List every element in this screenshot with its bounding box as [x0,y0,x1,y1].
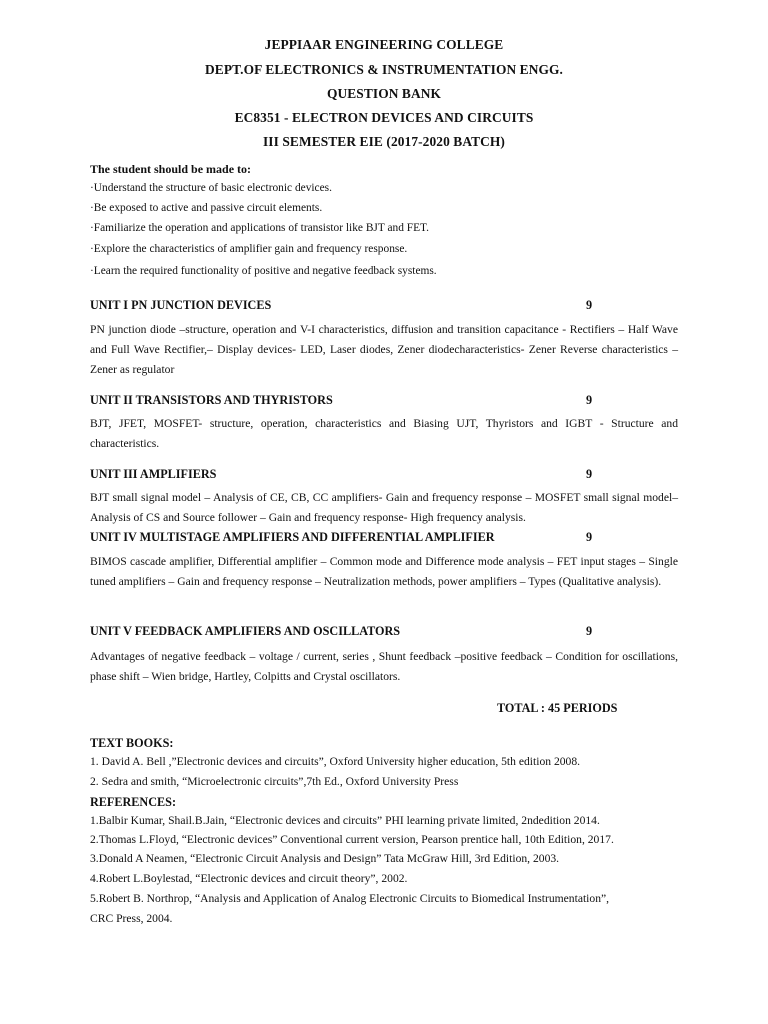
text-book-item: 1. David A. Bell ,”Electronic devices and circuits”, Oxford University higher education, 5th edition 2008. [90,755,581,768]
text-book-item: 2. Sedra and smith, “Microelectronic circuits”,7th Ed., Oxford University Press [90,775,459,788]
unit-2-heading [90,393,678,408]
unit-3-heading [90,467,678,482]
unit-4-heading [90,530,678,545]
objective-item: ·Explore the characteristics of amplifier gain and frequency response. [90,243,408,255]
reference-item: CRC Press, 2004. [90,912,173,925]
semester-batch: III SEMESTER EIE (2017-2020 BATCH) [263,134,505,149]
objectives-title: The student should be made to: [90,162,252,176]
unit-5-content: Advantages of negative feedback – voltage / current, series , Shunt feedback –positive feedback – Condition for oscillations, phase shift – Wien bridge, Hartley, Colpitts and Crystal oscillators. [90,650,678,683]
objective-item: ·Learn the required functionality of positive and negative feedback systems. [90,265,437,277]
unit-3-content: BJT small signal model – Analysis of CE, CB, CC amplifiers- Gain and frequency response – MOSFET small signal model– Analysis of CS and Source follower – Gain and frequency response- High frequency analysis. [90,491,678,524]
unit-1-content: PN junction diode –structure, operation and V-I characteristics, diffusion and transition capacitance - Rectifiers – Half Wave and Full Wave Rectifier,– Display devices- LED, Laser diodes, Zener diodecharacteristics- Zener Reverse characteristics – Zener as regulator [90,323,678,376]
unit-title: UNIT III AMPLIFIERS [90,467,217,481]
document-type: QUESTION BANK [326,86,442,101]
unit-hours: 9 [586,298,593,312]
college-name: JEPPIAAR ENGINEERING COLLEGE [264,37,504,52]
unit-5-heading [90,624,678,639]
unit-2-content: BJT, JFET, MOSFET- structure, operation, characteristics and Biasing UJT, Thyristors and IGBT - Structure and characteristics. [90,417,678,450]
reference-item: 1.Balbir Kumar, Shail.B.Jain, “Electronic devices and circuits” PHI learning private limited, 2ndedition 2014. [90,814,600,827]
unit-title: UNIT IV MULTISTAGE AMPLIFIERS AND DIFFERENTIAL AMPLIFIER [90,530,495,544]
unit-4-content: BIMOS cascade amplifier, Differential amplifier – Common mode and Difference mode analysis – FET input stages – Single tuned amplifiers – Gain and frequency response – Neutralization methods, power amplifiers – Types (Qualitative analysis). [90,555,678,588]
reference-item: 3.Donald A Neamen, “Electronic Circuit Analysis and Design” Tata McGraw Hill, 3rd Edition, 2003. [90,852,560,865]
total-periods: TOTAL : 45 PERIODS [497,701,618,715]
unit-hours: 9 [586,624,593,638]
unit-hours: 9 [586,467,593,481]
course-title: EC8351 - ELECTRON DEVICES AND CIRCUITS [234,110,534,125]
department-name: DEPT.OF ELECTRONICS & INSTRUMENTATION ENGG. [205,62,563,77]
unit-title: UNIT V FEEDBACK AMPLIFIERS AND OSCILLATORS [90,624,401,638]
objective-item: ·Familiarize the operation and applications of transistor like BJT and FET. [90,222,429,234]
unit-title: UNIT II TRANSISTORS AND THYRISTORS [90,393,333,407]
reference-item: 2.Thomas L.Floyd, “Electronic devices” Conventional current version, Pearson prentice hall, 10th Edition, 2017. [90,833,614,846]
text-books-title: TEXT BOOKS: [90,736,174,750]
reference-item: 5.Robert B. Northrop, “Analysis and Application of Analog Electronic Circuits to Biomedical Instrumentation”, [90,892,610,905]
reference-item: 4.Robert L.Boylestad, “Electronic devices and circuit theory”, 2002. [90,872,408,885]
unit-hours: 9 [586,393,593,407]
unit-1-heading [90,298,678,313]
unit-title: UNIT I PN JUNCTION DEVICES [90,298,272,312]
unit-hours: 9 [586,530,593,544]
objective-item: ·Understand the structure of basic electronic devices. [90,182,332,194]
references-title: REFERENCES: [90,795,177,809]
objective-item: ·Be exposed to active and passive circuit elements. [90,202,323,214]
